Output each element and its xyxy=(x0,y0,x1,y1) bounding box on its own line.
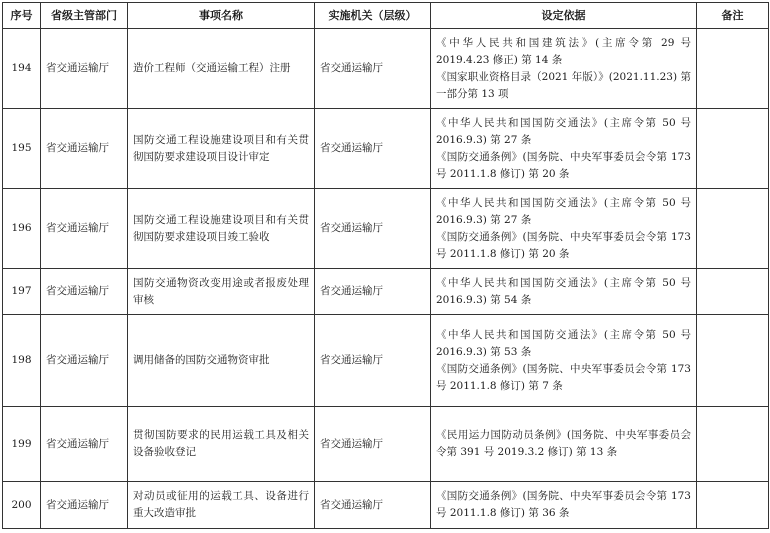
row-org: 省交通运输厅 xyxy=(315,29,431,109)
table-row xyxy=(3,189,769,269)
row-number: 198 xyxy=(3,315,41,407)
header-row xyxy=(3,3,769,29)
row-note xyxy=(697,407,769,482)
header-note: 备注 xyxy=(697,3,769,29)
table-row xyxy=(3,109,769,189)
row-org: 省交通运输厅 xyxy=(315,109,431,189)
row-basis: 《中华人民共和国国防交通法》(主席令第 50 号 2016.9.3) 第 27 条 《国防交通条例》(国务院、中央军事委员会令第 173 号 2011.1.8 修订) 第 20 条 xyxy=(431,189,697,269)
row-basis: 《民用运力国防动员条例》(国务院、中央军事委员会令第 391 号 2019.3.2 修订) 第 13 条 xyxy=(431,407,697,482)
row-item-name: 国防交通工程设施建设项目和有关贯彻国防要求建设项目竣工验收 xyxy=(128,189,315,269)
row-note xyxy=(697,109,769,189)
row-number: 194 xyxy=(3,29,41,109)
row-item-name: 调用储备的国防交通物资审批 xyxy=(128,315,315,407)
header-basis: 设定依据 xyxy=(431,3,697,29)
row-basis: 《中华人民共和国国防交通法》(主席令第 50 号 2016.9.3) 第 54 条 xyxy=(431,269,697,315)
row-org: 省交通运输厅 xyxy=(315,407,431,482)
row-note xyxy=(697,269,769,315)
row-org: 省交通运输厅 xyxy=(315,269,431,315)
row-basis: 《中华人民共和国国防交通法》(主席令第 50 号 2016.9.3) 第 53 条 《国防交通条例》(国务院、中央军事委员会令第 173 号 2011.1.8 修订) 第 7 条 xyxy=(431,315,697,407)
table-row xyxy=(3,315,769,407)
table-row xyxy=(3,407,769,482)
table-row xyxy=(3,269,769,315)
header-org: 实施机关（层级） xyxy=(315,3,431,29)
row-note xyxy=(697,189,769,269)
row-basis: 《中华人民共和国国防交通法》(主席令第 50 号 2016.9.3) 第 27 条 《国防交通条例》(国务院、中央军事委员会令第 173 号 2011.1.8 修订) 第 20 条 xyxy=(431,109,697,189)
row-basis: 《国防交通条例》(国务院、中央军事委员会令第 173 号 2011.1.8 修订) 第 36 条 xyxy=(431,482,697,529)
row-item-name: 国防交通物资改变用途或者报废处理审核 xyxy=(128,269,315,315)
table-row xyxy=(3,482,769,529)
row-dept: 省交通运输厅 xyxy=(41,315,128,407)
row-dept: 省交通运输厅 xyxy=(41,482,128,529)
row-note xyxy=(697,29,769,109)
row-item-name: 造价工程师（交通运输工程）注册 xyxy=(128,29,315,109)
items-table xyxy=(2,2,769,529)
row-dept: 省交通运输厅 xyxy=(41,407,128,482)
row-org: 省交通运输厅 xyxy=(315,482,431,529)
row-number: 196 xyxy=(3,189,41,269)
row-note xyxy=(697,482,769,529)
table-row xyxy=(3,29,769,109)
header-item: 事项名称 xyxy=(128,3,315,29)
row-number: 200 xyxy=(3,482,41,529)
row-number: 195 xyxy=(3,109,41,189)
header-dept: 省级主管部门 xyxy=(41,3,128,29)
row-dept: 省交通运输厅 xyxy=(41,109,128,189)
row-number: 197 xyxy=(3,269,41,315)
row-item-name: 贯彻国防要求的民用运载工具及相关设备验收登记 xyxy=(128,407,315,482)
row-item-name: 对动员或征用的运载工具、设备进行重大改造审批 xyxy=(128,482,315,529)
row-item-name: 国防交通工程设施建设项目和有关贯彻国防要求建设项目设计审定 xyxy=(128,109,315,189)
row-dept: 省交通运输厅 xyxy=(41,189,128,269)
row-number: 199 xyxy=(3,407,41,482)
header-no: 序号 xyxy=(3,3,41,29)
row-org: 省交通运输厅 xyxy=(315,189,431,269)
row-note xyxy=(697,315,769,407)
row-basis: 《中华人民共和国建筑法》(主席令第 29 号 2019.4.23 修正) 第 14 条 《国家职业资格目录（2021 年版）》(2021.11.23) 第一部分第 13 项 xyxy=(431,29,697,109)
row-org: 省交通运输厅 xyxy=(315,315,431,407)
row-dept: 省交通运输厅 xyxy=(41,29,128,109)
row-dept: 省交通运输厅 xyxy=(41,269,128,315)
